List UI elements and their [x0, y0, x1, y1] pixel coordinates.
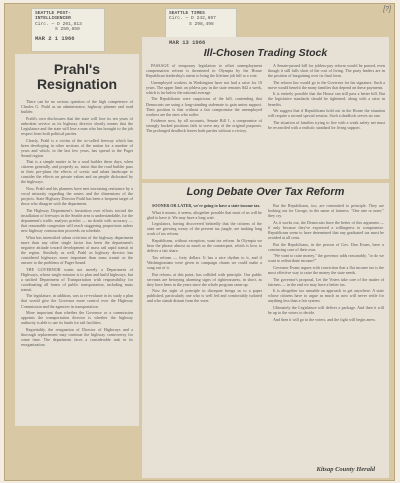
- clipping-ill-chosen-trading-stock: [142, 37, 389, 179]
- paragraph: Regrettably, the resignation of Director of Highways and a thorough replacement may continue the highway controversy for some time. The department faces a considerable task in its reorganization.: [21, 326, 133, 348]
- stamp-date: MAR 2 1 1966: [35, 34, 75, 42]
- article-column-1: [146, 63, 262, 135]
- paragraph: More important than whether the Governor or a commission appoints the transportation director is whether the highway authority is able to use its funds for rail facilities.: [21, 310, 133, 326]
- paragraph: The Republicans were suspicious of the bill, contending that Democrats are using a long-standing stalemate to gain union support. Their position is that without a fair compromise the unemployed workers are the ones who suffer.: [146, 96, 262, 117]
- page-number: [?]: [383, 6, 391, 13]
- headline-line-2: Resignation: [36, 76, 118, 92]
- clipping-long-debate-tax-reform: [142, 183, 389, 478]
- scrapbook-page: [4, 3, 395, 481]
- paragraph: The Highway Department's frustration over efforts toward the installation of freeways in the Seattle area is understandable, for the department's traffic analysts predict — no doubt with accuracy — that reasonable congestion will reach staggering proportions unless new highway construction proceeds on schedule.: [21, 207, 133, 234]
- paragraph: Legislators, having discovered belatedly that the citizens of the state are growing weary of the present tax jungle, are making long work of tax reform.: [147, 221, 262, 237]
- paragraph: Republicans, without exception, want tax reform. In Olympia we hear the phrase almost as much as the counterpart, which is how to deliver a fair share.: [147, 238, 262, 254]
- byline-source: Kitsap County Herald: [316, 466, 375, 473]
- paragraph: SOONER OR LATER, we're going to have a state income tax.: [152, 203, 261, 208]
- headline: Ill-Chosen Trading Stock: [203, 47, 328, 59]
- paragraph: Prahl's own disclosures that the state will lose its ten years of unbroken service as its highway director shortly means that the Legislature and the state will lose a man who has brought to the job respect from both political parties.: [21, 115, 133, 136]
- article-column-2: [268, 63, 385, 132]
- paragraph: The situation of families trying to live with a weak safety net must be reconciled with a realistic standard for living support.: [268, 119, 385, 130]
- paragraph: Clearly, Prahl is a victim of the so-called freeway which has been developing in other sections of the nation for a number of years and which, in the last few years, has spread to the Puget Sound region.: [21, 137, 133, 158]
- paragraph: The legislature, in addition, was to re-evaluate in its study a plan that would give the Governor more control over the Highway Commission and the agencies in transportation.: [21, 293, 133, 309]
- headline-line-1: Prahl's: [53, 61, 101, 77]
- paragraph: But reform, at this point, has collided with principle. Our public servants are betraying alarming signs of righteousness, in short, as they have been in the years since the whole program came up.: [147, 271, 262, 287]
- paragraph: It is altogether too unstable an approach to get anywhere. A state whose citizens have to argue as much as now will never settle for anything less than a fair system.: [268, 288, 384, 304]
- paragraph: Now the sight of principle in disrepute brings us to a paper published, particularly one who is well fed and comfortably isolated and who stands distant from the voter.: [147, 288, 262, 304]
- paragraph: PASSAGE of temporary legislation to offset unemployment compensation reform is threatened in Olympia by the House Republican leadership's intent to bring the lifetime job bill to a vote.: [146, 63, 262, 79]
- clipping-prahls-resignation: [15, 54, 139, 426]
- stamp-paper-name: SEATTLE TIMES: [169, 11, 205, 16]
- paragraph: But the Republicans, too, are committed to principle. They are looking out for George, in the name of fairness. "One rate or none," they cry.: [268, 203, 384, 219]
- paragraph: The governor's proposal, Let the Voters take care of the matter of fairness — in the end we may have a better tax.: [268, 276, 384, 287]
- paragraph: The reform law would go to the Governor for his signature. Such a move would benefit the many families that depend on these payments.: [268, 79, 385, 90]
- paragraph: A Senate-passed bill for jobless-pay reform would be passed, even though it still falls short of the cost of living. The party leaders are in the position of bargaining over its final form.: [268, 63, 385, 79]
- newspaper-stamp-left: [31, 8, 105, 52]
- stamp-date: MAR 13 1966: [169, 39, 206, 46]
- paragraph: Unemployed workers in Washington have not had a raise for 10 years. The upper limit on jobless pay in the state remains $42 a week, which is far below the national average.: [146, 79, 262, 95]
- paragraph: What has intensified urban criticism of the highway department more than any other single factor has been the department's negative attitude toward development of mass rail rapid transit in the region. Similarly as well, Prahl as highway director has considered highways more important than mass transit as the answer to the problems of Puget Sound.: [21, 234, 133, 265]
- stamp-circulation: Circ. — D 242,807: [169, 16, 216, 22]
- stamp-paper-name: SEATTLE POST-INTELLIGENCER: [35, 11, 71, 22]
- paragraph: Evidence now, by all accounts, Senate Bill 1, a compromise of strongly backed positions fails to serve any of the original purposes. The prolonged deadlock leaves both parties without a victory.: [146, 118, 262, 134]
- paragraph: That is a simple matter to be a road builder these days, when citizens generally, and properly so, insist that the road builder pass in their pre-plans the effects of scenic and urban landscape to consider the effects on private values and on people dislocated by the highways.: [21, 159, 133, 185]
- paragraph: Governor Evans argues with conviction that a flat income tax is the most effective way to raise the money the state needs.: [268, 264, 384, 275]
- paragraph: Ultimately the Legislature will deliver a package. And then it will be up to the voters to decide.: [268, 305, 384, 316]
- paragraph: "We want to raise money," the governor adds reasonably, "or do we want to redistribute income?": [268, 253, 384, 264]
- headline: Long Debate Over Tax Reform: [186, 186, 345, 198]
- article-body: [21, 99, 133, 347]
- paragraph: Tax reform — forty dollars. It has a nice rhythm to it, and if Washingtonians were given to campaign chants we could make a song out of it.: [147, 254, 262, 270]
- paragraph: What it means, it seems, altogether possible that most of us will be glad to have it. We may have a long wait.: [147, 209, 262, 220]
- article-column-2: [268, 203, 384, 323]
- stamp-circulation-sunday: S 250,850: [55, 27, 80, 33]
- stamp-circulation-sunday: S 298,498: [189, 21, 214, 27]
- paragraph: It is entirely possible that the House can still pass a better bill. But the legislative standards should be tightened, along with a raise in benefits.: [268, 91, 385, 107]
- paragraph: There can be no serious question of the high competence of Charles G. Prahl as an administrator, highway planner and road builder.: [21, 99, 133, 115]
- paragraph: But the Republicans, in the person of Gov. Dan Evans, have a convincing case of their own.: [268, 241, 384, 252]
- paragraph: As it works out, the Democrats have the better of this argument — if only because they've expressed a willingness to compromise. Republicans seem to have determined that any graduated tax must be avoided at all costs.: [268, 219, 384, 240]
- stamp-circulation: Circ. — D 201,813: [35, 21, 82, 27]
- paragraph: We suggest that if Republicans hold out in the House the situation will require a second special session. Such a deadlock serves no one.: [268, 108, 385, 119]
- paragraph: Now, Prahl and his planners have met increasing resistance by a vocal minority regarding the routes and the dimensions of the projects. State Highway Director Prahl has been a frequent target of those who disagree with the department.: [21, 186, 133, 207]
- paragraph: And then it will go to the voters, and the fight will begin anew.: [273, 316, 376, 322]
- article-column-1: [147, 203, 262, 305]
- paragraph: THE GOVERNOR wants not merely a Department of Highways, whose single mission is to plan and build highways, but a unified Department of Transportation with responsibility for coordinating all forms of public transportation, including mass transit.: [21, 266, 133, 292]
